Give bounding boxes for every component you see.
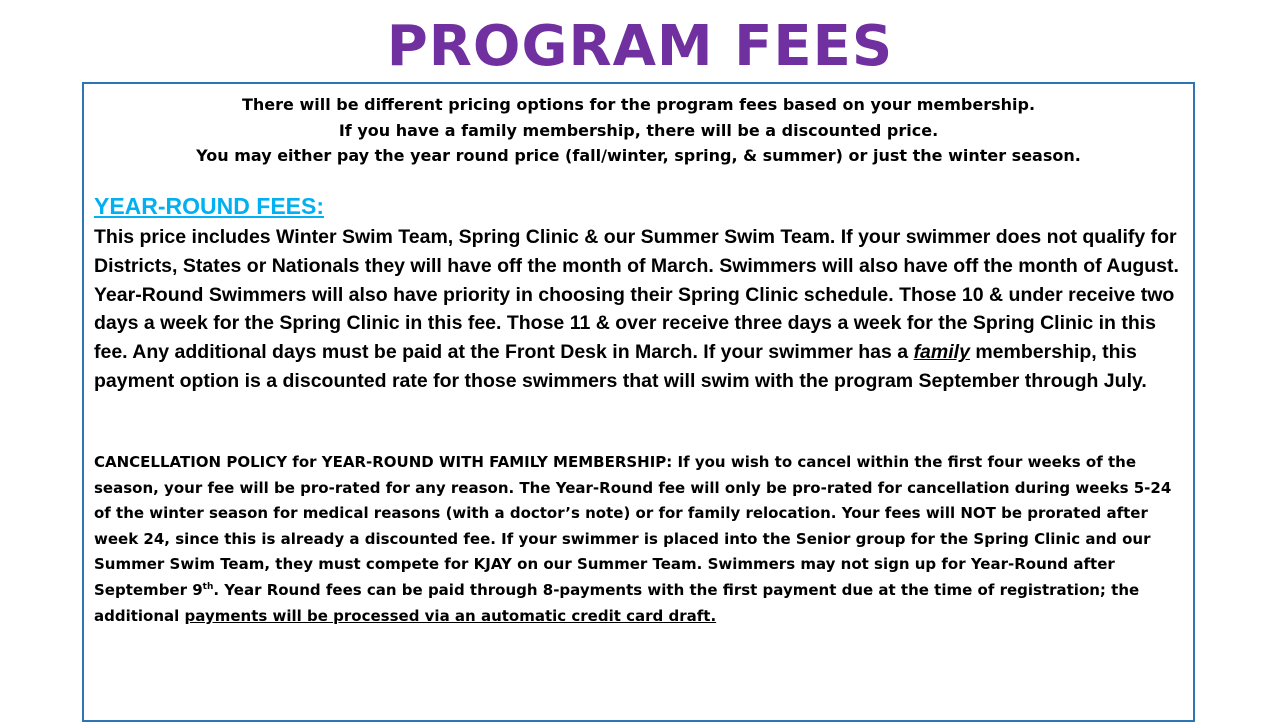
- intro-line: If you have a family membership, there will be a discounted price.: [338, 120, 939, 140]
- payment-note: payments will be processed via an automatic credit card draft.: [184, 606, 717, 625]
- year-round-heading: YEAR-ROUND FEES:: [94, 193, 325, 219]
- year-round-text-end: membership, this payment option is a discounted rate for those swimmers that will swim with the program September through July.: [94, 341, 1147, 392]
- fees-content-box: [82, 82, 1195, 722]
- intro-line: You may either pay the year round price (fall/winter, spring, & summer) or just the winter season.: [196, 146, 1081, 166]
- ordinal-suffix: th: [202, 581, 214, 592]
- page-title: PROGRAM FEES: [386, 14, 894, 79]
- year-round-text: This price includes Winter Swim Team, Spring Clinic & our Summer Swim Team. If your swimmer does not qualify for Districts, States or Nationals they will have off the month of March. Swimmers will also have off the month of August. Year-Round Swimmers will also have priority in choosing their Spring Clinic schedule. Those 10 & under receive two days a week for the Spring Clinic in this fee. Those 11 & over receive three days a week for the Spring Clinic in this fee. Any additional days must be paid at the Front Desk in March. If your swimmer has a: [94, 226, 1179, 364]
- cancellation-policy: [94, 450, 1186, 629]
- intro-line: There will be different pricing options for the program fees based on your membership.: [241, 95, 1036, 114]
- intro-text: [84, 92, 1193, 169]
- year-round-description: [94, 223, 1186, 396]
- family-emphasis: family: [913, 341, 970, 364]
- cancellation-text-end: . Year Round fees can be paid through 8-payments with the first payment due at the time of registration; the additional: [94, 580, 1140, 625]
- cancellation-text: CANCELLATION POLICY for YEAR-ROUND WITH FAMILY MEMBERSHIP: If you wish to cancel within the first four weeks of the season, your fee will be pro-rated for any reason. The Year-Round fee will only be pro-rated for cancellation during weeks 5-24 of the winter season for medical reasons (with a doctor’s note) or for family relocation. Your fees will NOT be prorated after week 24, since this is already a discounted fee. If your swimmer is placed into the Senior group for the Spring Clinic and our Summer Swim Team, they must compete for KJAY on our Summer Team. Swimmers may not sign up for Year-Round after September 9: [94, 453, 1172, 599]
